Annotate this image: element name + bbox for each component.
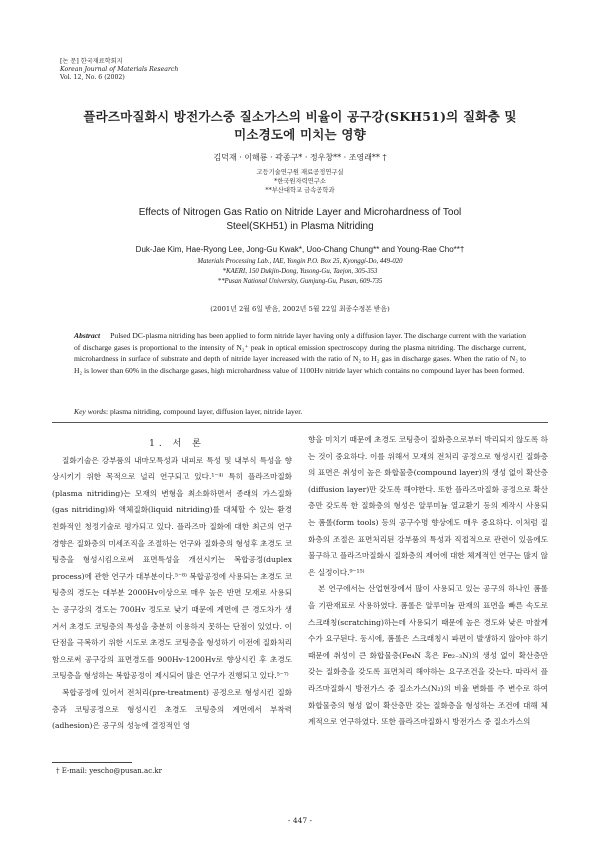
left-column: [52, 436, 292, 735]
english-title-line1: Effects of Nitrogen Gas Ratio on Nitride Layer and Microhardness of Tool: [138, 207, 462, 218]
journal-name: Korean Journal of Materials Research: [60, 66, 179, 73]
korean-affiliations: [60, 168, 540, 195]
keywords-text: : plasma nitriding, compound layer, diffusion layer, nitride layer.: [106, 407, 303, 416]
received-dates: (2001년 2월 6일 받음, 2002년 5월 22일 최종수정본 받음): [210, 305, 390, 313]
korean-affiliation-1: 고등기술연구원 재료공정연구실: [256, 169, 344, 176]
footnote-divider: [52, 762, 132, 763]
english-affiliation-3: **Pusan National University, Gumjung-Gu, Pusan, 609-735: [217, 278, 383, 285]
right-paragraph-1: 향을 미치기 때문에 초경도 코팅층이 질화층으로부터 박리되지 않도록 하는 것이 중요하다. 이를 위해서 모재의 전처리 공정으로 형성시킨 질화층의 표면은 취성이 높은 화합물층(compound layer)의 생성 없이 확산층(diffusion layer)만 갖도록 해야한다. 또한 플라즈마질화 공정으로 확산층만 갖도록 한 질화층의 형성은 알루미늄 열교환기 등의 제작시 사용되는 폼롤(form tools) 등의 공구수명 향상에도 매우 중요하다. 이처럼 질화층의 조절은 표면처리된 강부품의 특성과 직접적으로 관련이 있음에도 불구하고 플라즈마질화시 질화층의 제어에 대한 체계적인 연구는 많지 않은 실정이다.⁹⁻¹⁵⁾: [308, 435, 548, 577]
korean-title-line2: 미소경도에 미치는 영향: [234, 127, 366, 142]
right-paragraph-2: 본 연구에서는 산업현장에서 많이 사용되고 있는 공구의 하나인 폼롤을 기판재료로 사용하였다. 폼롤은 알루미늄 판재의 표면을 빠른 속도로 스크래칭(scratching)하는데 사용되기 때문에 높은 경도와 낮은 마찰계수가 요구된다. 동시에, 폼롤은 스크래칭시 파편이 발생하지 않아야 하기 때문에 취성이 큰 화합물층(Fe₄N 혹은 Fe₂₋₃N)의 생성 없이 확산층만 갖는 질화층을 갖도록 표면처리 해야하는 요구조건을 갖는다. 따라서 플라즈마질화시 방전가스 중 질소가스(N₂)의 비율 변화를 주 변수로 하여 화합물층의 형성 없이 확산층만 갖는 질화층을 형성하는 조건에 대해 체계적으로 연구하였다. 또한 플라즈마질화시 방전가스 중 질소가스의: [308, 584, 548, 727]
english-title-line2: Steel(SKH51) in Plasma Nitriding: [226, 221, 374, 232]
korean-affiliation-3: **부산대학교 금속공학과: [265, 187, 335, 194]
korean-title-line1: 플라즈마질화시 방전가스중 질소가스의 비율이 공구강(SKH51)의 질화층 및: [83, 109, 517, 124]
english-affiliation-1: Materials Processing Lab., IAE, Yongin P.O. Box 25, Kyonggi-Do, 449-020: [197, 258, 403, 265]
english-affiliation-2: *KAERI, 150 Dukjin-Dong, Yusong-Gu, Taejon, 305-353: [222, 268, 378, 275]
korean-authors: 김덕재 · 이해룡 · 곽종구* · 정우창** · 조영래** †: [213, 153, 387, 162]
footnote-email: † E-mail: yescho@pusan.ac.kr: [56, 767, 162, 775]
section-divider: [52, 422, 548, 423]
abstract-text: Pulsed DC-plasma nitriding has been applied to form nitride layer having only a diffusion layer. The discharge current with the variation of discharge gases is proportional to the intensity of N₂⁺ peak in optical emission spectroscopy during the plasma nitriding. The discharge current, microhardness in surface of substrate and depth of nitride layer increased with the ratio of N₂ to H₂ gas in discharge gases. When the ratio of N₂ to H₂ is lower than 60% in the discharge gases, high microhardness value of 1100Hv nitride layer which contains no compound layer has been formed.: [74, 331, 526, 375]
journal-category: [논 문] 한국재료학회지: [60, 58, 123, 65]
korean-title: [60, 108, 540, 144]
korean-affiliation-2: *한국원자력연구소: [274, 178, 326, 185]
section-title: 1. 서 론: [149, 439, 205, 449]
english-affiliations: [60, 257, 540, 287]
english-authors: Duk-Jae Kim, Hae-Ryong Lee, Jong-Gu Kwak*, Uoo-Chang Chung** and Young-Rae Cho**†: [135, 245, 465, 254]
keywords-label: Key words: [74, 407, 106, 416]
left-paragraph-1: 질화기술은 강부품의 내마모특성과 내피로 특성 및 내부식 특성을 향상시키기 위한 목적으로 널리 연구되고 있다.¹⁻⁴⁾ 특히 플라즈마질화(plasma nitriding)는 모재의 변형을 최소화하면서 종래의 가스질화(gas nitriding)와 액체질화(liquid nitriding)를 대체할 수 있는 환경친화적인 청정기술로 평가되고 있다. 플라즈마 질화에 대한 최근의 연구경향은 질화층의 미세조직을 조절하는 연구와 질화층의 형성후 초경도 코팅층을 형성시킴으로써 표면특성을 개선시키는 복합공정(duplex process)에 관한 연구가 대부분이다.⁵⁻⁸⁾ 복합공정에 사용되는 초경도 코팅층의 경도는 대부분 2000Hv이상으로 매우 높은 반면 모재로 사용되는 공구강의 경도는 700Hv 정도로 낮기 때문에 계면에 큰 경도차가 생겨서 초경도 코팅층의 특성을 충분히 이용하지 못하는 단점이 있었다. 이 단점을 극복하기 위한 시도로 초경도 코팅층을 형성하기 이전에 질화처리 함으로써 공구강의 표면경도를 900Hv-1200Hv로 향상시킨 후 초경도 코팅층을 형성하는 복합공정이 제시되어 많은 연구가 진행되고 있다.⁵⁻⁷⁾: [52, 455, 292, 681]
abstract: [74, 330, 526, 376]
abstract-label: Abstract: [74, 331, 101, 340]
journal-volume: Vol. 12, No. 6 (2002): [60, 74, 125, 81]
left-paragraph-2: 복합공정에 있어서 전처리(pre-treatment) 공정으로 형성시킨 질화층과 코팅공정으로 형성시킨 초경도 코팅층의 계면에서 부착력(adhesion)은 공구의 성능에 결정적인 영: [52, 687, 292, 731]
right-column: [308, 432, 548, 731]
english-title: [60, 206, 540, 234]
journal-header: [60, 58, 178, 82]
page-number: - 447 -: [287, 816, 313, 825]
keywords: [74, 406, 526, 417]
